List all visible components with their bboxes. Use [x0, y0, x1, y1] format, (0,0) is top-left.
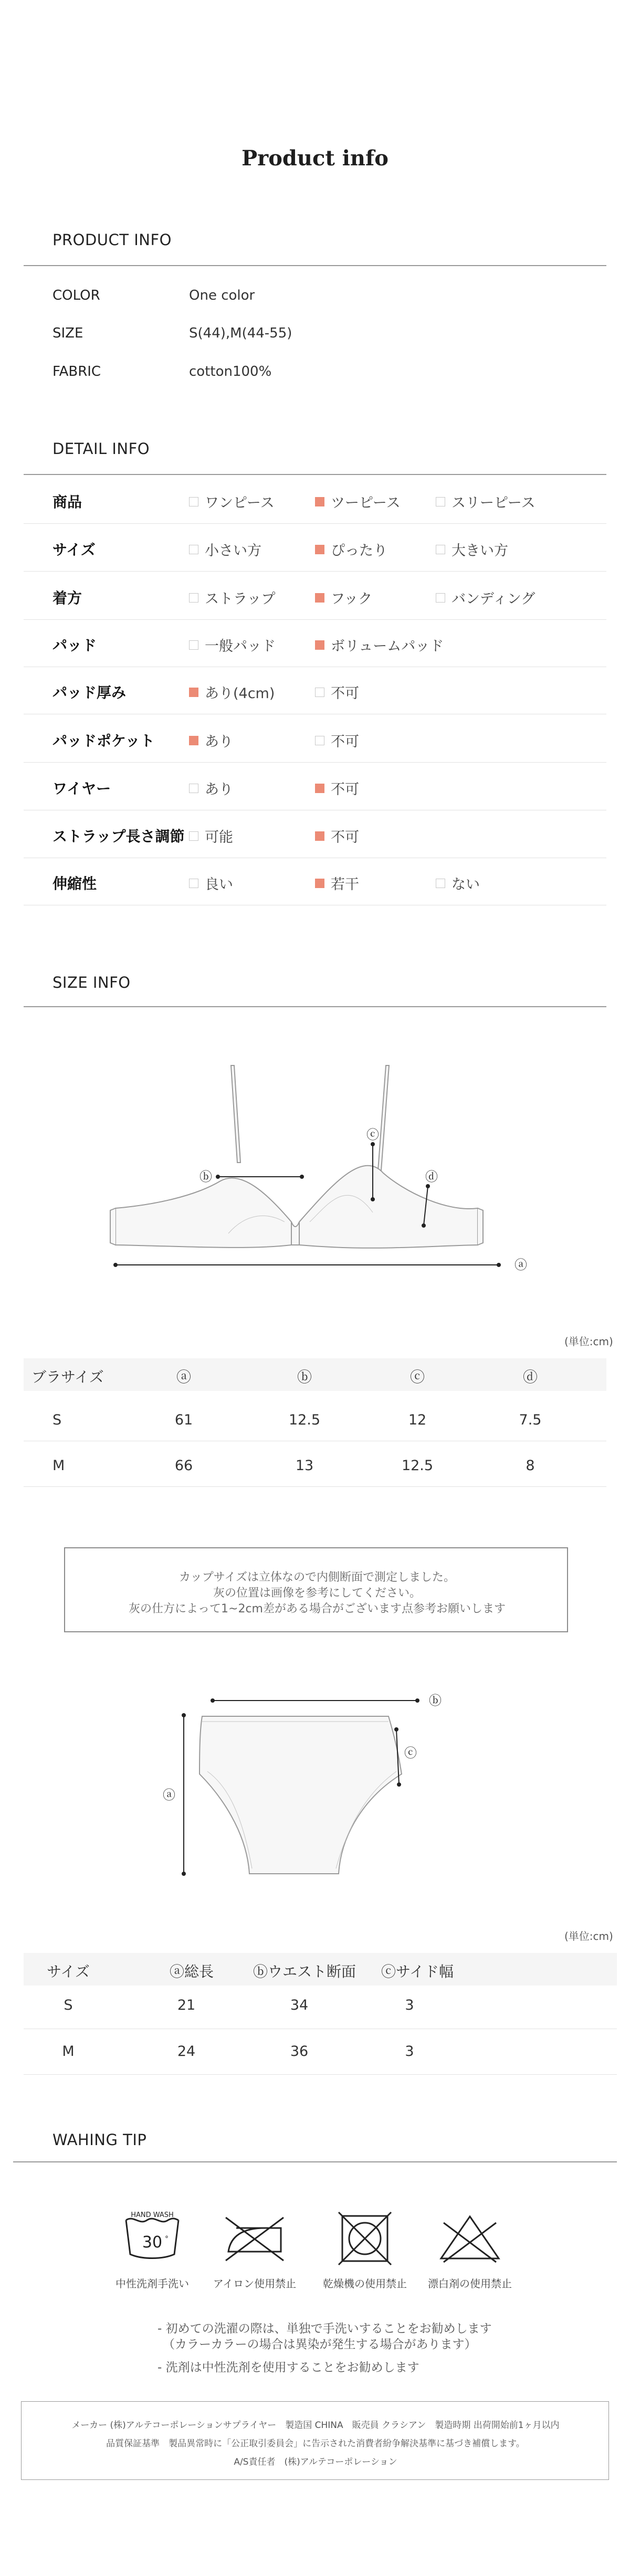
product-info-heading: PRODUCT INFO: [52, 231, 172, 249]
row-divider: [24, 1486, 606, 1487]
detail-option: [189, 635, 276, 655]
marker-a: ⓐ: [514, 1258, 527, 1272]
detail-option: [189, 730, 233, 751]
detail-option-text: ない: [452, 877, 480, 893]
detail-row-label: ワイヤー: [52, 780, 111, 797]
size-info-heading: SIZE INFO: [52, 974, 131, 991]
detail-option-text: バンディング: [452, 591, 536, 607]
divider: [24, 1006, 606, 1007]
detail-option-text: ストラップ: [205, 591, 276, 607]
detail-option-text: 若干: [331, 877, 359, 893]
unchecked-box-icon: [189, 545, 198, 554]
detail-option: [189, 778, 233, 798]
detail-option: [315, 826, 359, 846]
hand-wash-text: HAND WASH: [131, 2211, 174, 2219]
checked-box-icon: [189, 688, 198, 697]
bra-th-d: ⓓ: [522, 1368, 538, 1386]
bra-cell: 12: [408, 1412, 427, 1428]
no-tumble-dry-label: 乾燥機の使用禁止: [323, 2277, 407, 2290]
marker-c: ⓒ: [366, 1127, 379, 1142]
panty-th-b: ⓑウエスト断面: [253, 1963, 356, 1980]
checked-box-icon: [315, 640, 324, 650]
detail-option: [189, 491, 275, 512]
detail-row-label: 伸縮性: [52, 875, 97, 892]
panty-cell: 34: [290, 1997, 309, 2013]
no-iron-icon: [220, 2212, 289, 2265]
detail-option: [315, 778, 359, 798]
legal-footer: [21, 2401, 609, 2480]
hand-wash-temp: 30: [142, 2233, 163, 2252]
checked-box-icon: [315, 879, 324, 888]
unchecked-box-icon: [436, 593, 445, 603]
detail-row-label: パッド: [52, 637, 97, 654]
panty-unit: (単位:cm): [564, 1930, 613, 1942]
divider: [24, 265, 606, 266]
detail-option: [315, 539, 387, 559]
checked-box-icon: [315, 593, 324, 603]
color-label: COLOR: [52, 288, 100, 303]
unchecked-box-icon: [189, 640, 198, 650]
panty-cell: S: [64, 1997, 73, 2013]
row-divider: [24, 571, 606, 572]
bra-th-a: ⓐ: [176, 1368, 191, 1386]
detail-option: [436, 873, 480, 893]
detail-option: [315, 682, 359, 702]
panty-cell: 3: [405, 1997, 414, 2013]
detail-row-label: パッド厚み: [52, 684, 127, 701]
notice-line: 灰の位置は画像を参考にしてください。: [213, 1587, 421, 1600]
marker-d: ⓓ: [425, 1169, 438, 1184]
bra-diagram: [100, 1055, 541, 1275]
checked-box-icon: [315, 497, 324, 506]
unchecked-box-icon: [189, 784, 198, 793]
detail-option: [436, 587, 535, 608]
washing-note: - 初めての洗濯の際は、単独で手洗いすることをお勧めします: [158, 2322, 492, 2336]
panty-cell: M: [62, 2043, 75, 2060]
panty-cell: 21: [177, 1997, 196, 2013]
unchecked-box-icon: [189, 497, 198, 506]
hand-wash-icon: [121, 2210, 184, 2267]
marker-a: ⓑ: [429, 1693, 442, 1708]
detail-option-text: 小さい方: [205, 543, 261, 559]
unchecked-box-icon: [189, 831, 198, 841]
unchecked-box-icon: [436, 545, 445, 554]
unchecked-box-icon: [189, 593, 198, 603]
bra-cell: 7.5: [519, 1412, 542, 1428]
detail-option-text: 大きい方: [452, 543, 508, 559]
no-bleach-icon: [436, 2212, 504, 2265]
marker-c: ⓒ: [404, 1746, 417, 1760]
detail-option-text: 不可: [331, 734, 359, 750]
washing-heading: WAHING TIP: [52, 2131, 147, 2149]
size-value: S(44),M(44-55): [189, 325, 292, 341]
detail-row-label: ストラップ長さ調節: [52, 828, 185, 845]
panty-th-a: ⓐ総長: [169, 1963, 214, 1980]
fabric-value: cotton100%: [189, 364, 272, 379]
detail-row-label: 着方: [52, 589, 82, 607]
detail-option-text: 不可: [331, 685, 359, 702]
detail-option: [189, 587, 275, 608]
panty-cell: 24: [177, 2043, 196, 2060]
bra-cell: S: [52, 1412, 62, 1428]
bra-cell: 66: [174, 1458, 193, 1474]
detail-option-text: ツーピース: [331, 495, 401, 511]
unchecked-box-icon: [315, 736, 324, 745]
row-divider: [24, 2074, 617, 2075]
detail-option-text: あり(4cm): [205, 685, 275, 702]
detail-option-text: あり: [205, 734, 233, 750]
detail-row-label: パッドポケット: [52, 732, 155, 749]
detail-option-text: 不可: [331, 829, 359, 846]
bra-th-c: ⓒ: [410, 1368, 425, 1386]
bra-cell: 12.5: [401, 1458, 434, 1474]
bra-th-size: ブラサイズ: [32, 1368, 104, 1386]
row-divider: [24, 523, 606, 524]
washing-note: - 洗剤は中性洗剤を使用することをお勧めします: [158, 2361, 419, 2374]
bra-cell: M: [52, 1458, 65, 1474]
no-iron-label: アイロン使用禁止: [213, 2277, 297, 2290]
marker-b: ⓑ: [200, 1169, 212, 1184]
checked-box-icon: [315, 784, 324, 793]
divider: [24, 474, 606, 475]
detail-option-text: フック: [331, 591, 373, 607]
detail-option-text: 一般パッド: [205, 638, 276, 654]
detail-option-text: 可能: [205, 829, 233, 846]
detail-option: [436, 539, 508, 559]
panty-th-c: ⓒサイド幅: [381, 1963, 454, 1980]
detail-option: [315, 635, 444, 655]
detail-option: [436, 491, 536, 512]
bra-cell: 13: [295, 1458, 314, 1474]
detail-option: [189, 682, 275, 702]
detail-option: [315, 491, 401, 512]
panty-th-size: サイズ: [47, 1963, 90, 1980]
detail-option: [315, 873, 359, 893]
row-divider: [24, 619, 606, 620]
measurement-notice: [64, 1547, 568, 1632]
unchecked-box-icon: [189, 879, 198, 888]
detail-option-text: ぴったり: [331, 543, 387, 559]
detail-option: [189, 539, 261, 559]
bra-cell: 61: [174, 1412, 193, 1428]
footer-line: メーカー (株)アルテコーポレーションサプライヤー 製造国 CHINA 販売員 クラシアン 製造時期 出荷開始前1ヶ月以内: [71, 2420, 560, 2431]
no-bleach-label: 漂白剤の使用禁止: [428, 2277, 512, 2290]
unchecked-box-icon: [436, 879, 445, 888]
bra-cell: 8: [526, 1458, 535, 1474]
bra-cell: 12.5: [288, 1412, 321, 1428]
svg-text:°: °: [165, 2235, 169, 2243]
checked-box-icon: [315, 545, 324, 554]
page-title: Product info: [242, 146, 388, 171]
notice-line: 灰の仕方によって1~2cm差がある場合がございます点参考お願いします: [129, 1602, 506, 1616]
checked-box-icon: [315, 831, 324, 841]
checked-box-icon: [189, 736, 198, 745]
detail-row-label: 商品: [52, 493, 82, 511]
detail-option: [315, 587, 372, 608]
panty-cell: 3: [405, 2043, 414, 2060]
washing-note: （カラーカラーの場合は異染が発生する場合があります）: [163, 2338, 477, 2351]
no-tumble-dry-icon: [336, 2210, 394, 2267]
panty-diagram: [158, 1680, 452, 1889]
unchecked-box-icon: [436, 497, 445, 506]
detail-option-text: 良い: [205, 877, 233, 893]
notice-line: カップサイズは立体なので内側断面で測定しました。: [178, 1571, 456, 1584]
footer-line: A/S責任者 (株)アルテコーポレーション: [234, 2457, 397, 2467]
hand-wash-label: 中性洗剤手洗い: [116, 2277, 189, 2290]
fabric-label: FABRIC: [52, 364, 101, 379]
size-label: SIZE: [52, 325, 83, 341]
bra-unit: (単位:cm): [564, 1335, 613, 1348]
footer-line: 品質保証基準 製品異常時に「公正取引委員会」に告示された消費者紛争解決基準に基づき補償します。: [106, 2438, 525, 2449]
divider: [13, 2161, 617, 2162]
detail-option-text: スリーピース: [452, 495, 536, 511]
detail-option-text: ボリュームパッド: [331, 638, 444, 654]
unchecked-box-icon: [315, 688, 324, 697]
detail-option-text: 不可: [331, 782, 359, 798]
marker-a: ⓐ: [163, 1788, 175, 1802]
detail-option: [189, 826, 233, 846]
color-value: One color: [189, 288, 255, 303]
panty-cell: 36: [290, 2043, 309, 2060]
detail-option: [189, 873, 233, 893]
bra-th-b: ⓑ: [297, 1368, 312, 1386]
detail-row-label: サイズ: [52, 541, 96, 558]
detail-option-text: あり: [205, 782, 233, 798]
detail-option-text: ワンピース: [205, 495, 275, 511]
detail-option: [315, 730, 359, 751]
detail-info-heading: DETAIL INFO: [52, 440, 150, 458]
row-divider: [24, 762, 606, 763]
